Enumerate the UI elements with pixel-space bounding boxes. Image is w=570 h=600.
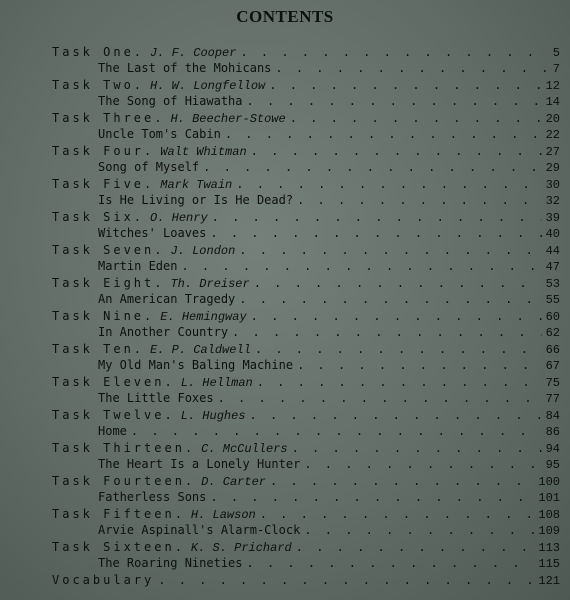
task-author: D. Carter bbox=[201, 475, 266, 489]
dot-leader bbox=[292, 441, 542, 455]
toc-task-entry[interactable] bbox=[52, 144, 560, 161]
work-title: The Little Foxes bbox=[98, 391, 214, 405]
task-label: Task Five. bbox=[52, 177, 155, 191]
toc-task-entry[interactable] bbox=[52, 111, 560, 128]
task-label: Task Sixteen. bbox=[52, 540, 185, 554]
toc-task-entry[interactable] bbox=[52, 243, 560, 260]
dot-leader bbox=[251, 144, 542, 158]
dot-leader bbox=[257, 375, 542, 389]
work-title: Martin Eden bbox=[98, 259, 178, 273]
dot-leader bbox=[297, 193, 542, 207]
work-title: In Another Country bbox=[98, 325, 229, 339]
page-number: 109 bbox=[538, 524, 560, 538]
dot-leader bbox=[304, 523, 534, 537]
task-author: C. McCullers bbox=[201, 442, 288, 456]
work-title: The Last of the Mohicans bbox=[98, 61, 272, 75]
toc-work-entry[interactable] bbox=[98, 193, 560, 210]
task-label: Task Fourteen. bbox=[52, 474, 196, 488]
dot-leader bbox=[203, 160, 541, 174]
toc-work-entry[interactable] bbox=[98, 490, 560, 507]
page-number: 84 bbox=[545, 409, 560, 423]
page-number: 7 bbox=[552, 62, 560, 76]
dot-leader bbox=[275, 61, 548, 75]
dot-leader bbox=[158, 573, 534, 587]
page-number: 12 bbox=[545, 79, 560, 93]
dot-leader bbox=[210, 226, 541, 240]
dot-leader bbox=[225, 127, 542, 141]
toc-work-entry[interactable] bbox=[98, 424, 560, 441]
toc-work-entry[interactable] bbox=[98, 259, 560, 276]
page-number: 29 bbox=[545, 161, 560, 175]
toc-work-entry[interactable] bbox=[98, 226, 560, 243]
task-author: E. Hemingway bbox=[160, 310, 247, 324]
dot-leader bbox=[304, 457, 541, 471]
work-title: Song of Myself bbox=[98, 160, 200, 174]
task-author: L. Hellman bbox=[180, 376, 253, 390]
page-number: 75 bbox=[545, 376, 560, 390]
task-author: L. Hughes bbox=[180, 409, 246, 423]
work-title: My Old Man's Baling Machine bbox=[98, 358, 294, 372]
page-number: 86 bbox=[545, 425, 560, 439]
toc-work-entry[interactable] bbox=[98, 457, 560, 474]
dot-leader bbox=[210, 490, 534, 504]
page-number: 39 bbox=[545, 211, 560, 225]
toc-work-entry[interactable] bbox=[98, 127, 560, 144]
toc-work-entry[interactable] bbox=[98, 358, 560, 375]
task-author: J. F. Cooper bbox=[150, 46, 237, 60]
page-number: 62 bbox=[545, 326, 560, 340]
page-number: 101 bbox=[538, 491, 560, 505]
page-number: 77 bbox=[545, 392, 560, 406]
work-title: Witches' Loaves bbox=[98, 226, 207, 240]
toc-task-entry[interactable] bbox=[52, 45, 560, 62]
toc-work-entry[interactable] bbox=[98, 325, 560, 342]
dot-leader bbox=[239, 292, 541, 306]
page-number: 55 bbox=[545, 293, 560, 307]
task-author: H. W. Longfellow bbox=[150, 79, 266, 93]
page-number: 22 bbox=[545, 128, 560, 142]
dot-leader bbox=[269, 78, 541, 92]
page-title: CONTENTS bbox=[236, 7, 334, 26]
work-title: Fatherless Sons bbox=[98, 490, 207, 504]
page-number: 67 bbox=[545, 359, 560, 373]
page-number: 121 bbox=[538, 574, 560, 588]
dot-leader bbox=[247, 556, 535, 570]
work-title: The Roaring Nineties bbox=[98, 556, 243, 570]
toc-task-entry[interactable] bbox=[52, 210, 560, 227]
toc-task-entry[interactable] bbox=[52, 474, 560, 491]
toc-task-entry[interactable] bbox=[52, 177, 560, 194]
work-title: Is He Living or Is He Dead? bbox=[98, 193, 294, 207]
task-author: O. Henry bbox=[150, 211, 208, 225]
task-author: E. P. Caldwell bbox=[150, 343, 251, 357]
toc-task-entry[interactable] bbox=[52, 309, 560, 326]
toc-task-entry[interactable] bbox=[52, 342, 560, 359]
work-title: The Song of Hiawatha bbox=[98, 94, 243, 108]
toc-work-entry[interactable] bbox=[98, 292, 560, 309]
task-author: K. S. Prichard bbox=[190, 541, 292, 555]
dot-leader bbox=[255, 342, 542, 356]
dot-leader bbox=[251, 309, 542, 323]
dot-leader bbox=[270, 474, 534, 488]
toc-work-entry[interactable] bbox=[98, 160, 560, 177]
page-number: 27 bbox=[545, 145, 560, 159]
page-number: 95 bbox=[545, 458, 560, 472]
page-number: 94 bbox=[545, 442, 560, 456]
task-label: Task Fifteen. bbox=[52, 507, 185, 521]
work-title: Uncle Tom's Cabin bbox=[98, 127, 221, 141]
toc-work-entry[interactable] bbox=[98, 94, 560, 111]
task-author: J. London bbox=[170, 244, 236, 258]
dot-leader bbox=[212, 210, 542, 224]
dot-leader bbox=[239, 243, 541, 257]
work-title: The Heart Is a Lonely Hunter bbox=[98, 457, 301, 471]
page-number: 44 bbox=[545, 244, 560, 258]
toc-work-entry[interactable] bbox=[98, 61, 560, 78]
task-label: Task Seven. bbox=[52, 243, 165, 257]
task-author: Th. Dreiser bbox=[170, 277, 250, 291]
task-label: Task Eight. bbox=[52, 276, 165, 290]
work-title: Arvie Aspinall's Alarm-Clock bbox=[98, 523, 301, 537]
work-title: An American Tragedy bbox=[98, 292, 236, 306]
task-author: Walt Whitman bbox=[160, 145, 247, 159]
dot-leader bbox=[236, 177, 541, 191]
toc-task-entry[interactable] bbox=[52, 78, 560, 95]
page-number: 14 bbox=[545, 95, 560, 109]
toc-work-entry[interactable] bbox=[98, 523, 560, 540]
dot-leader bbox=[296, 540, 535, 554]
toc-task-entry[interactable] bbox=[52, 507, 560, 524]
toc-task-entry[interactable] bbox=[52, 375, 560, 392]
task-author: H. Beecher-Stowe bbox=[170, 112, 286, 126]
page-number: 113 bbox=[538, 541, 560, 555]
page-number: 100 bbox=[538, 475, 560, 489]
dot-leader bbox=[250, 408, 542, 422]
task-label: Task Eleven. bbox=[52, 375, 175, 389]
work-title: Home bbox=[98, 424, 127, 438]
task-author: Mark Twain bbox=[160, 178, 233, 192]
task-label: Task Ten. bbox=[52, 342, 145, 356]
vocabulary-label: Vocabulary bbox=[52, 573, 155, 587]
toc-task-entry[interactable] bbox=[52, 540, 560, 557]
dot-leader bbox=[290, 111, 542, 125]
page-number: 47 bbox=[545, 260, 560, 274]
task-label: Task Two. bbox=[52, 78, 145, 92]
dot-leader bbox=[297, 358, 542, 372]
page-number: 32 bbox=[545, 194, 560, 208]
page-number: 30 bbox=[545, 178, 560, 192]
dot-leader bbox=[181, 259, 541, 273]
task-label: Task Six. bbox=[52, 210, 145, 224]
task-label: Task Four. bbox=[52, 144, 155, 158]
toc-work-entry[interactable] bbox=[98, 556, 560, 573]
page-number: 66 bbox=[545, 343, 560, 357]
toc-task-entry[interactable] bbox=[52, 276, 560, 293]
page-number: 53 bbox=[545, 277, 560, 291]
page-number: 40 bbox=[545, 227, 560, 241]
page-number: 20 bbox=[545, 112, 560, 126]
page-number: 5 bbox=[552, 46, 560, 60]
task-label: Task Thirteen. bbox=[52, 441, 196, 455]
dot-leader bbox=[260, 507, 535, 521]
dot-leader bbox=[131, 424, 542, 438]
task-label: Task Twelve. bbox=[52, 408, 175, 422]
page-number: 115 bbox=[538, 557, 560, 571]
toc-task-entry[interactable] bbox=[52, 408, 560, 425]
task-label: Task Nine. bbox=[52, 309, 155, 323]
dot-leader bbox=[254, 276, 542, 290]
toc-work-entry[interactable] bbox=[98, 391, 560, 408]
task-author: H. Lawson bbox=[190, 508, 256, 522]
dot-leader bbox=[232, 325, 542, 339]
dot-leader bbox=[240, 45, 548, 59]
page-number: 60 bbox=[545, 310, 560, 324]
page-number: 108 bbox=[538, 508, 560, 522]
toc-task-entry[interactable] bbox=[52, 441, 560, 458]
dot-leader bbox=[247, 94, 542, 108]
toc-vocabulary-entry[interactable] bbox=[52, 573, 560, 590]
task-label: Task One. bbox=[52, 45, 145, 59]
dot-leader bbox=[218, 391, 542, 405]
task-label: Task Three. bbox=[52, 111, 165, 125]
